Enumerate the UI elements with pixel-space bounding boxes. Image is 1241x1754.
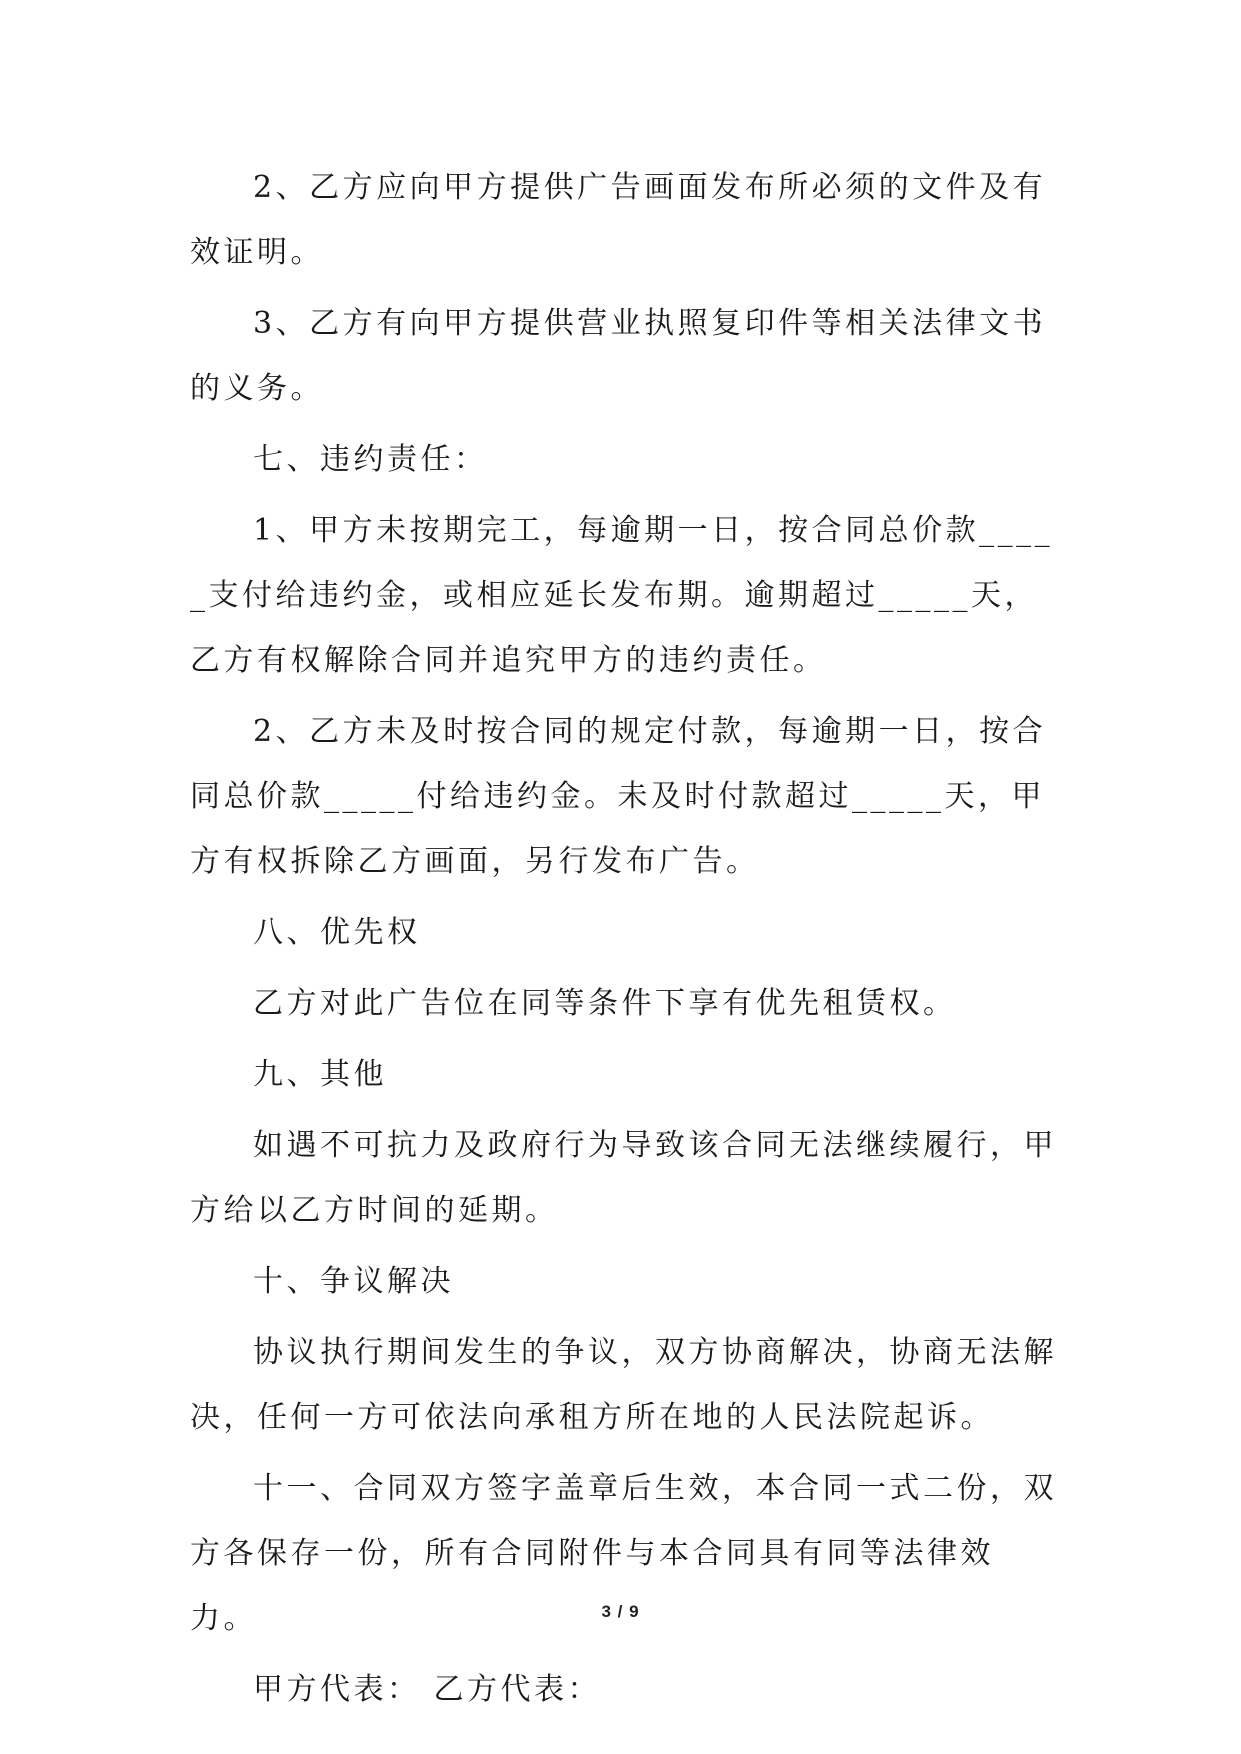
section-heading: 七、违约责任：: [253, 442, 488, 477]
signature-line: 甲方代表： 乙方代表：: [253, 1672, 602, 1707]
clause-paragraph: 1、甲方未按期完工，每逾期一日，按合同总价款_____支付给违约金，或相应延长发布期。逾期超过_____天，乙方有权解除合同并追究甲方的违约责任。: [190, 513, 1054, 678]
clause-paragraph: 2、乙方未及时按合同的规定付款，每逾期一日，按合同总价款_____付给违约金。未及时付款超过_____天，甲方有权拆除乙方画面，另行发布广告。: [190, 714, 1047, 879]
clause-paragraph: 如遇不可抗力及政府行为导致该合同无法继续履行，甲方给以乙方时间的延期。: [190, 1128, 1057, 1228]
page-number: 3 / 9: [601, 1602, 640, 1621]
section-heading: 九、其他: [253, 1057, 387, 1092]
section-heading: 十、争议解决: [253, 1264, 454, 1299]
document-body: [190, 155, 1060, 1728]
clause-paragraph: 2、乙方应向甲方提供广告画面发布所必须的文件及有效证明。: [190, 170, 1047, 270]
clause-paragraph: 协议执行期间发生的争议，双方协商解决，协商无法解决，任何一方可依法向承租方所在地的人民法院起诉。: [190, 1335, 1057, 1435]
clause-paragraph: 3、乙方有向甲方提供营业执照复印件等相关法律文书的义务。: [190, 306, 1047, 406]
clause-paragraph: 乙方对此广告位在同等条件下享有优先租赁权。: [253, 986, 957, 1021]
section-heading: 八、优先权: [253, 915, 421, 950]
clause-paragraph: 十一、合同双方签字盖章后生效，本合同一式二份，双方各保存一份，所有合同附件与本合同具有同等法律效力。: [190, 1471, 1057, 1636]
